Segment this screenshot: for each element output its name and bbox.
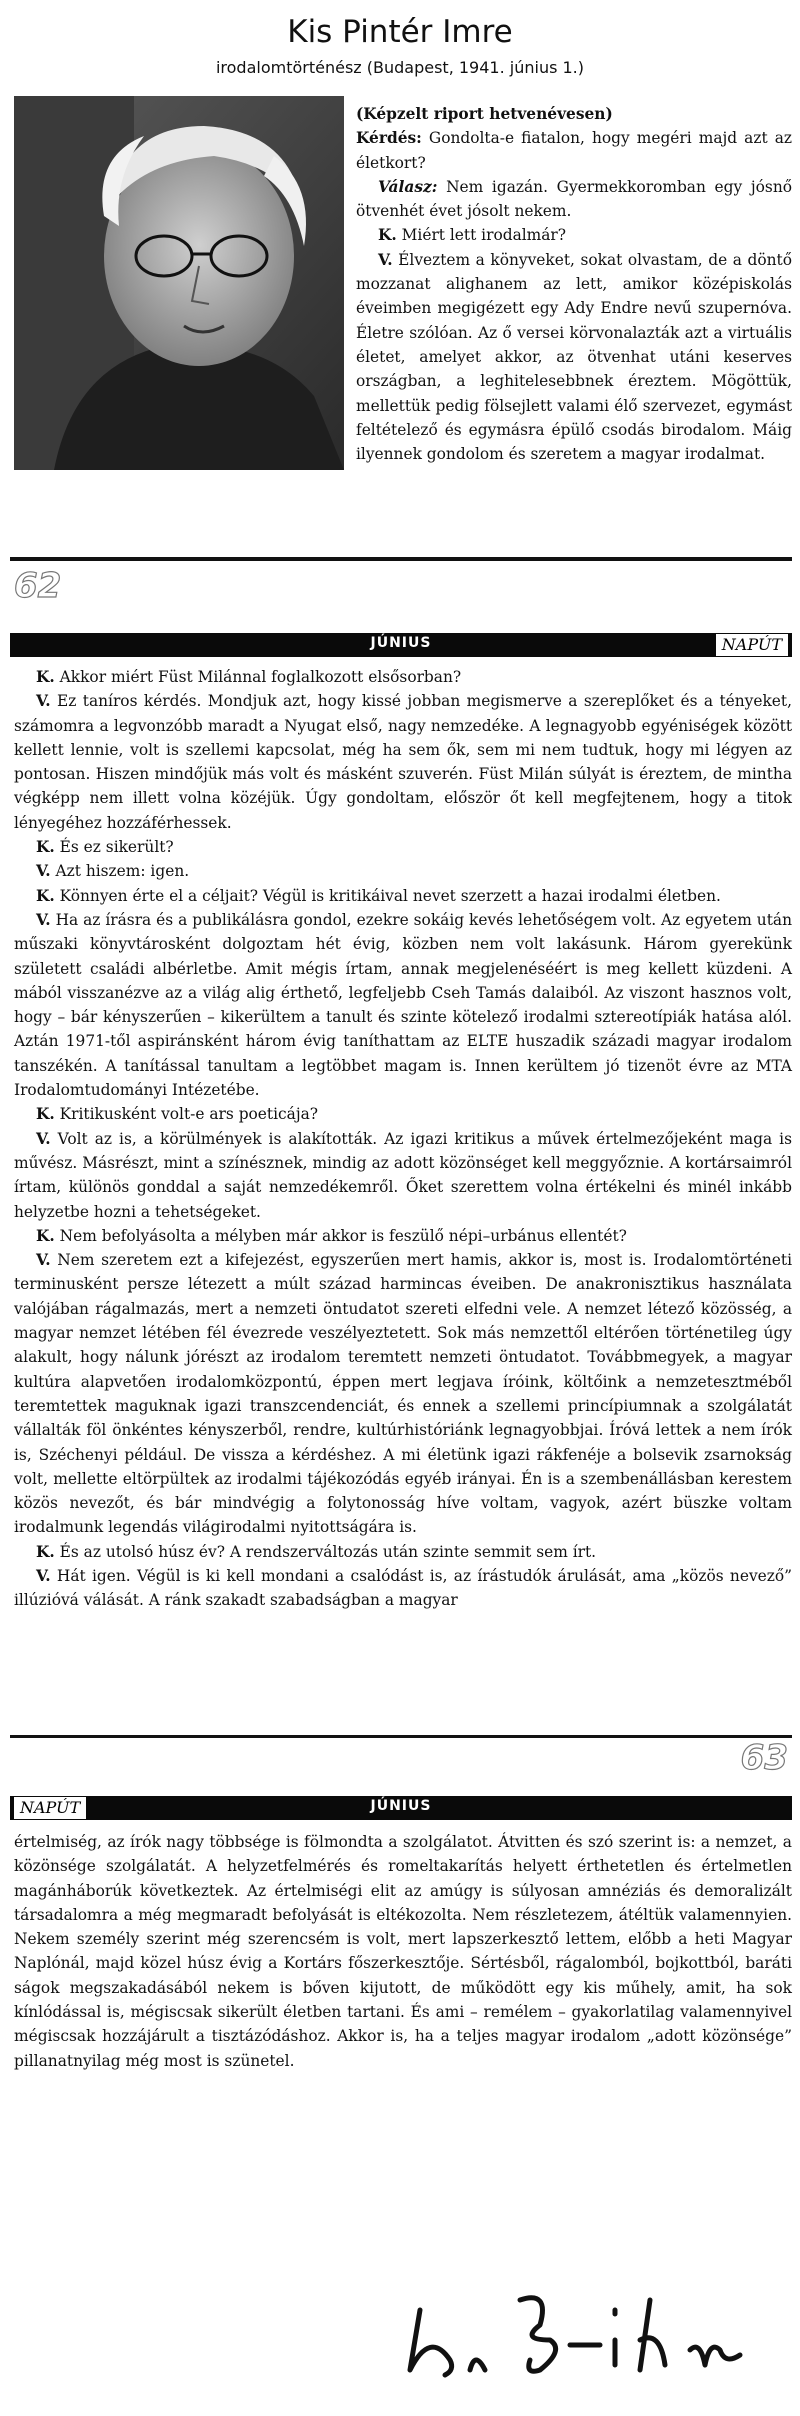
portrait-illustration <box>14 96 344 470</box>
author-name: Kis Pintér Imre <box>287 14 513 50</box>
interview-paragraph <box>14 1564 792 1613</box>
paragraph-text: Könnyen érte el a céljait? Végül is kritikáival nevet szerzett a hazai irodalmi életben. <box>59 886 721 905</box>
page-divider-top <box>10 557 792 561</box>
interview-paragraph <box>14 665 792 689</box>
paragraph-text: Nem befolyásolta a mélyben már akkor is feszülő népi–urbánus ellentét? <box>59 1226 627 1245</box>
running-header-left <box>10 633 792 657</box>
paragraph-text: Volt az is, a körülmények is alakították. Az igazi kritikus a művek értelmezőjeként maga is művész. Másrészt, mint a színésznek, mindig az adott közönséget kell meggyőznie. A kortársaimról írtam, különös gonddal a saját nemzedékemről. Őket szerettem volna értékelni és minél inkább helyzetbe hozni a tehetségeket. <box>14 1129 792 1221</box>
speaker-label: V. <box>36 1566 51 1585</box>
speaker-label: K. <box>36 886 55 905</box>
paragraph-text: Kritikusként volt-e ars poeticája? <box>59 1105 319 1124</box>
author-portrait <box>14 96 344 470</box>
journal-logo: NAPÚT <box>716 634 788 656</box>
interview-body <box>14 665 792 1613</box>
speaker-label: K. <box>36 1542 55 1561</box>
interview-paragraph <box>14 835 792 859</box>
q2-text: Miért lett irodalmár? <box>401 226 567 245</box>
continued-paragraph: értelmiség, az írók nagy többsége is fölmondta a szolgálatot. Átvitten és szó szerint is: a nemzet, a közönsége szolgálatát. A helyzetfelmérés és romeltakarítás helyett érthetetlen és értelmetlen magánháborúk következtek. Az értelmiségi elit az amúgy is súlyosan amnéziás és demoralizált társadalomra a még megmaradt befolyását is eltékozolta. Nem részletezem, átéltük valamennyien. Nekem személy szerint még szerencsém is volt, mert lapszerkesztő lettem, előbb a heti Magyar Naplónál, majd közel húsz évig a Kortárs főszerkesztője. Sértésből, rágalomból, bojkottból, baráti ságok megszakadásából nekem is bőven kijutott, de működött egy kis műhely, amit, ha sok kínlódással is, mégiscsak sikerült életben tartani. És ami – remélem – gyakorlatilag valamennyivel mégiscsak hozzájárult a tisztázódáshoz. Akkor is, ha a teljes magyar irodalom „adott közönsége” pillanatnyilag még most is szünetel. <box>14 1833 792 2070</box>
page-number-right: 63 <box>740 1738 788 1778</box>
speaker-label: K. <box>36 668 55 686</box>
interview-paragraph <box>14 1248 792 1540</box>
paragraph-text: És az utolsó húsz év? A rendszerváltozás után szinte semmit sem írt. <box>59 1542 597 1561</box>
page-number-left: 62 <box>14 566 62 606</box>
paragraph-text: És ez sikerült? <box>59 838 174 857</box>
running-month-2: JÚNIUS <box>370 1798 432 1814</box>
interview-paragraph <box>14 1224 792 1248</box>
speaker-label: K. <box>36 1105 55 1124</box>
speaker-label: V. <box>36 1251 51 1270</box>
a2-text: Élveztem a könyveket, sokat olvastam, de a döntő mozzanat alighanem az lett, amikor középiskolás éveimben megigézett egy Ady Endre nevű szupernóva. Életre szólóan. Az ő versei körvonalazták azt a virtuális életet, amelyet akkor, az ötvenhat utáni keserves országban, a leghitelesebbnek éreztem. Mögöttük, mellettük pedig fölsejlett valami élő szervezet, egymást feltételező és egymásra épülő csodás birodalom. Máig ilyennek gondolom és szeretem a magyar irodalmat. <box>356 250 792 464</box>
speaker-label: V. <box>36 910 51 929</box>
interview-paragraph <box>14 859 792 883</box>
paragraph-text: Hát igen. Végül is ki kell mondani a csalódást is, az írástudók árulását, ama „közös nevező” illúzióvá válását. A ránk szakadt szabadságban a magyar <box>14 1566 792 1610</box>
speaker-label: K. <box>36 1226 55 1245</box>
speaker-label: V. <box>36 1129 51 1148</box>
paragraph-text: Azt hiszem: igen. <box>55 862 190 881</box>
interview-paragraph <box>14 1127 792 1224</box>
paragraph-text: Nem szeretem ezt a kifejezést, egyszerűen mert hamis, akkor is, most is. Irodalomtörténeti terminusként persze létezett a múlt század harmincas éveiben. De anakronisztikus használata valójában rágalmazás, mert a nemzeti öntudatot szereti elfedni vele. A nemzet létező közösség, a magyar nemzet létében fél évezrede veszélyeztetett. Sok más nemzettől eltérően történetileg úgy alakult, hogy nálunk jórészt az irodalom teremtett nemzeti öntudatot. Továbbmegyek, a magyar kultúra alapvetően irodalomközpontú, éppen mert legjava íróink, költőink a nemzetesztméből teremtettek maguknak igazi transzcendenciát, és ennek a szellemi princípiumnak a szolgálatát vállalták föl önkéntes kényszerből, rendre, kultúrhistóriánk legnagyobbjai. Íróvá lettek a nem írók is, Széchenyi például. De vissza a kérdéshez. A mi életünk igazi rákfenéje a bolsevik zsarnokság volt, mellette eltörpültek az irodalmi tájékozódás egyéb irányai. Én is a szembenállásban kerestem közös nevezőt, és bár mindvégig a folytonosság híve voltam, vagyok, azért büszke voltam irodalmunk legendás világirodalmi nyitottságára is. <box>14 1251 792 1537</box>
interview-paragraph <box>14 1102 792 1126</box>
author-signature <box>400 2270 780 2390</box>
speaker-label: V. <box>36 692 51 711</box>
a1-label: Válasz: <box>378 177 438 196</box>
a1-text: Nem igazán. Gyermekkoromban egy jósnő ötvenhét évet jósolt nekem. <box>356 177 792 221</box>
page-divider-bottom <box>10 1735 792 1738</box>
q2-label: K. <box>378 226 397 245</box>
author-subtitle: irodalomtörténész (Budapest, 1941. június 1.) <box>215 58 585 77</box>
running-month: JÚNIUS <box>370 635 432 651</box>
paragraph-text: Akkor miért Füst Milánnal foglalkozott elsősorban? <box>59 668 462 686</box>
interview-paragraph <box>14 908 792 1102</box>
intro-heading: (Képzelt riport hetvenévesen) <box>356 105 613 123</box>
q1-text: Gondolta-e fiatalon, hogy megéri majd azt az életkort? <box>356 129 792 172</box>
journal-logo-2: NAPÚT <box>14 1797 86 1819</box>
a2-label: V. <box>378 250 393 269</box>
intro-column <box>356 102 792 466</box>
q1-label: Kérdés: <box>356 129 422 148</box>
running-header-right <box>10 1796 792 1820</box>
speaker-label: V. <box>36 862 51 881</box>
interview-paragraph <box>14 884 792 908</box>
interview-paragraph <box>14 689 792 835</box>
interview-body-continued <box>14 1830 792 2073</box>
speaker-label: K. <box>36 838 55 857</box>
paragraph-text: Ez taníros kérdés. Mondjuk azt, hogy kissé jobban megismerve a szereplőket és a tényeket, számomra a legvonzóbb maradt a Nyugat első, nagy nemzedéke. A legnagyobb egyéniségek között kellett lennie, volt is szellemi kapcsolat, még ha sem ők, sem mi nem tudtuk, hogy mi légyen az pontosan. Hiszen mindőjük más volt és másként szuverén. Füst Milán súlyát is éreztem, de mintha végképp nem illett volna közéjük. Úgy gondoltam, először őt kell megfejtenem, hogy a titok lényegéhez hozzáférhessek. <box>14 692 792 832</box>
interview-paragraph <box>14 1540 792 1564</box>
paragraph-text: Ha az írásra és a publikálásra gondol, ezekre sokáig kevés lehetőségem volt. Az egyetem után műszaki könyvtárosként dolgoztam hét évig, közben nem volt lakásunk. Három gyerekünk született családi albérletbe. Amit mégis írtam, annak megjelenéséért is meg kellett küzdeni. A mából visszanézve az a világ alig érthető, legfeljebb Cseh Tamás dalaiból. Az viszont hasznos volt, hogy – bár kényszerűen – kikerültem a tanult és szinte kötelező irodalmi sztereotípiák hatása alól. Aztán 1971-től aspiránsként három évig taníthattam az ELTE huszadik századi magyar irodalom tanszékén. A tanítással tanultam a legtöbbet magam is. Innen kerültem jó tizenöt évre az MTA Irodalomtudományi Intézetébe. <box>14 910 792 1100</box>
